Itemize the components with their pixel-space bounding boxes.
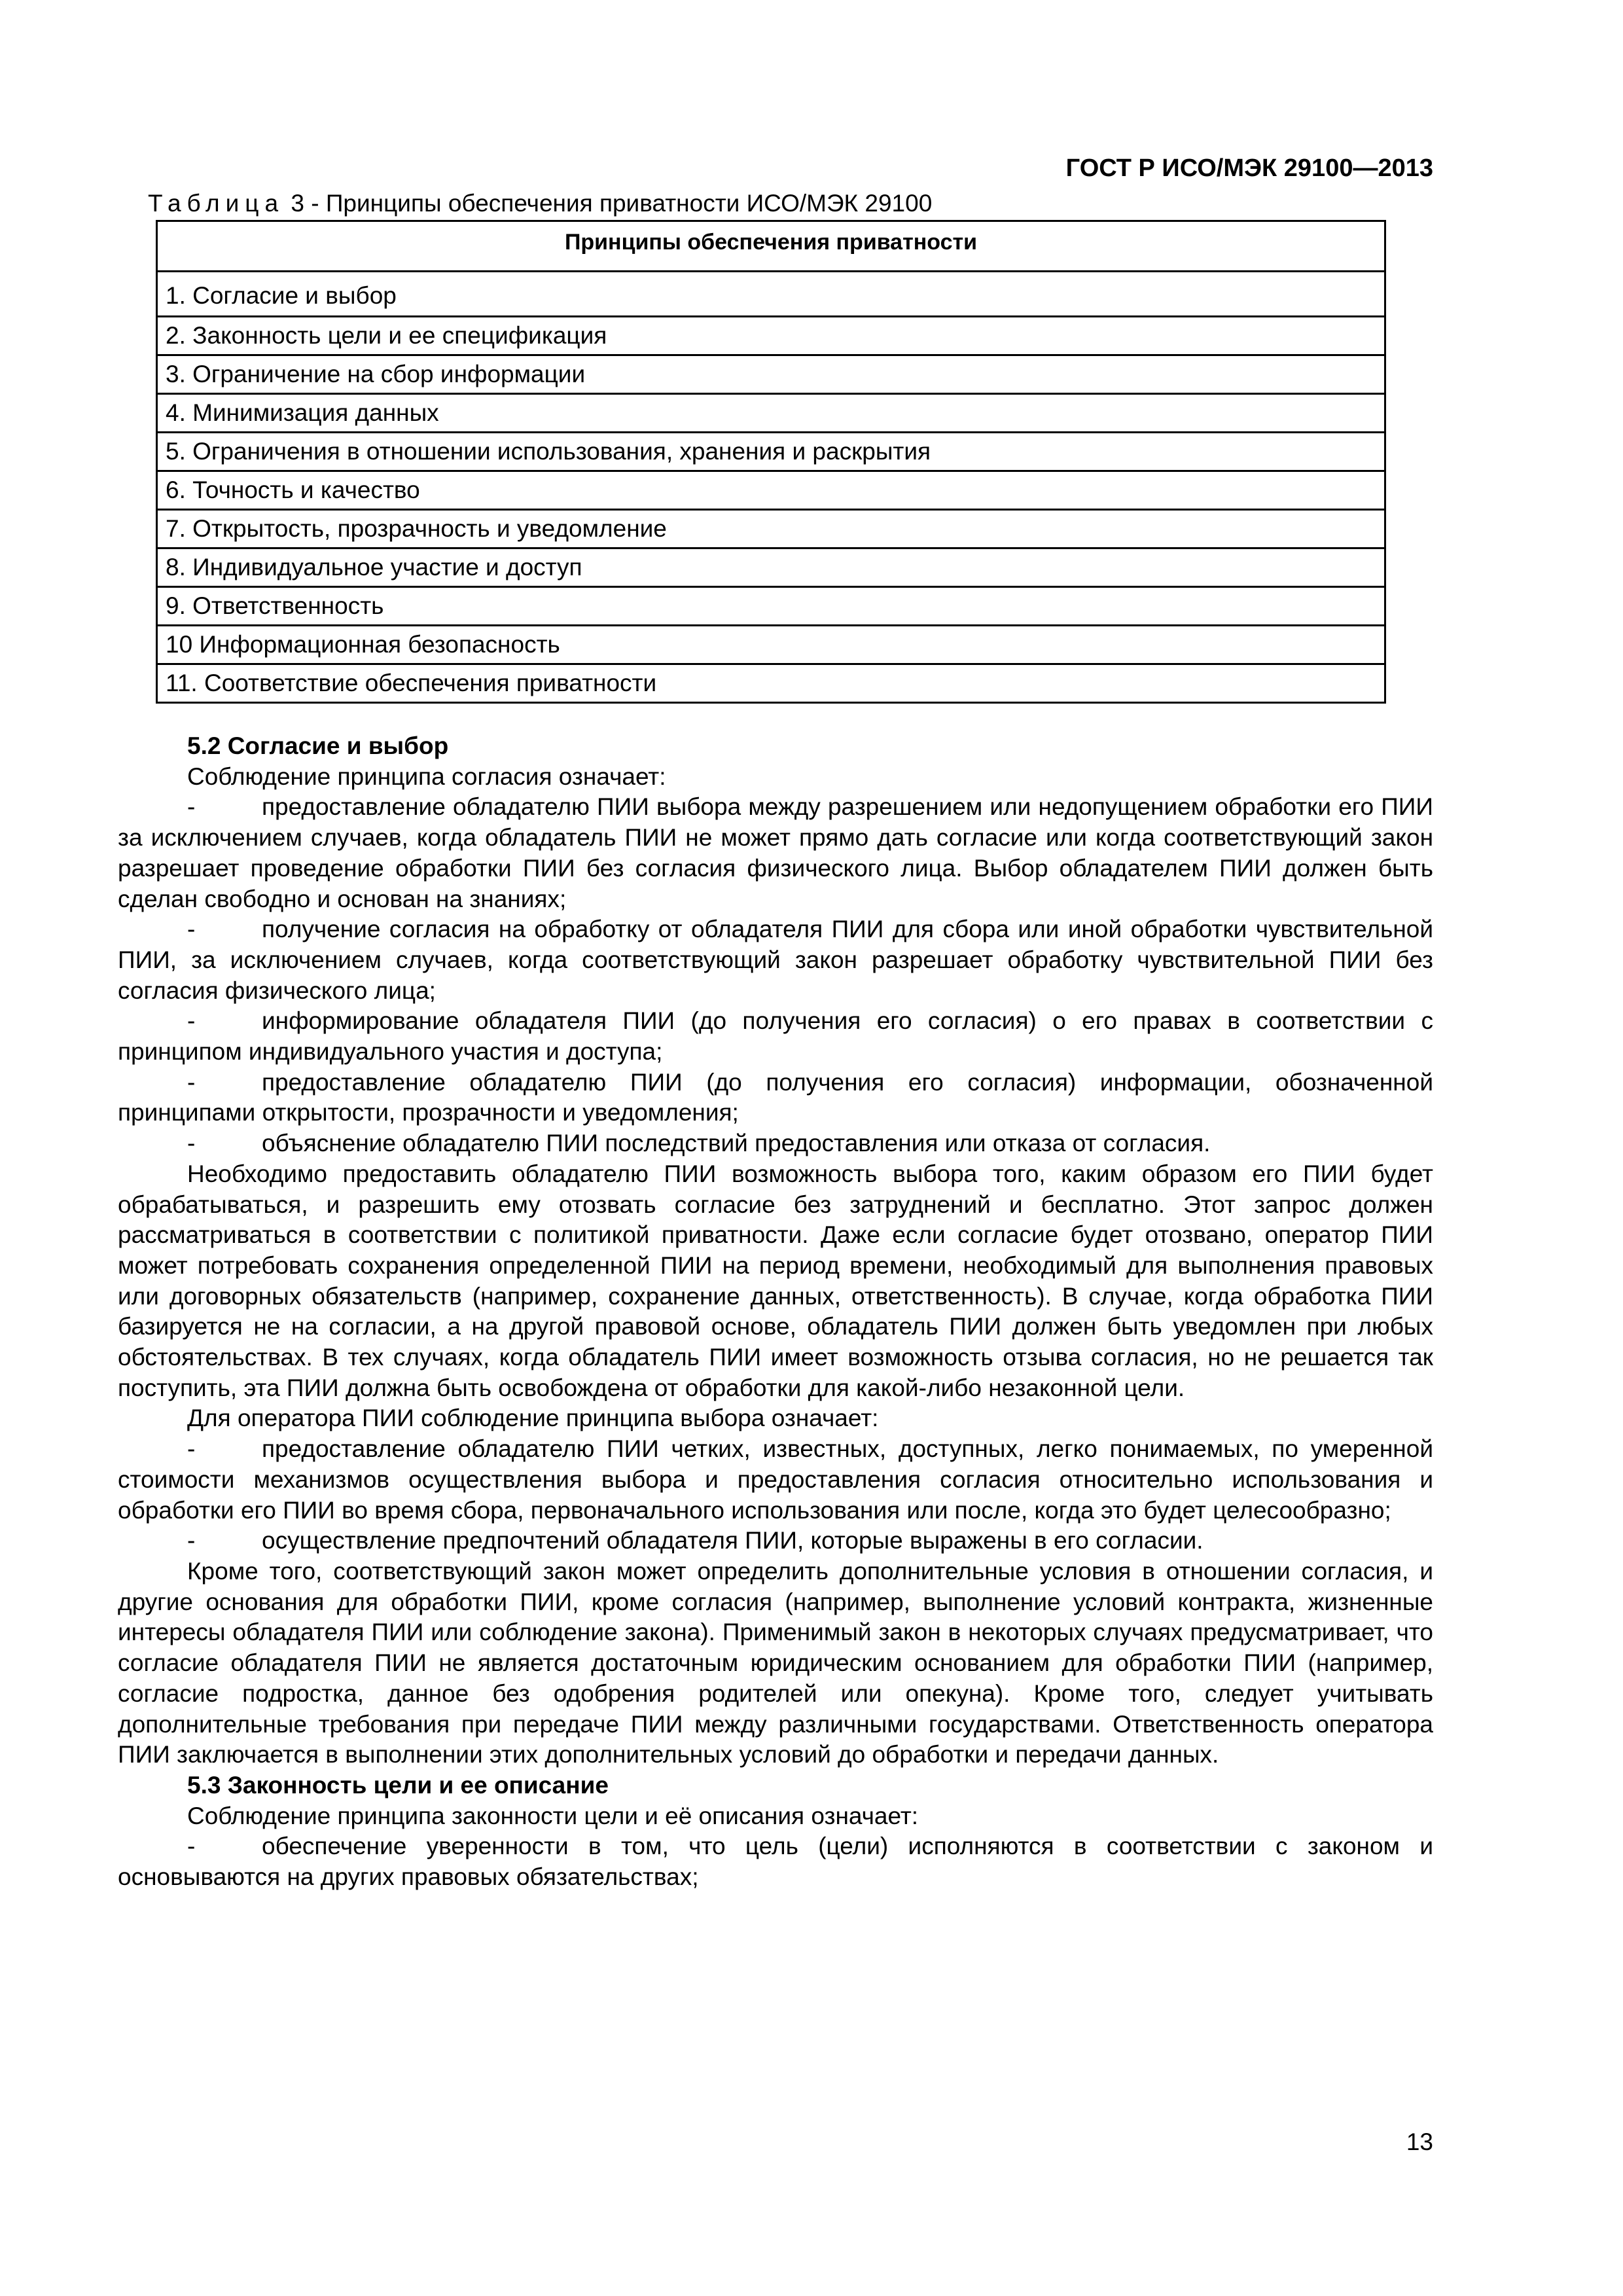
principles-table — [156, 220, 1386, 704]
table-caption-word: Таблица — [148, 190, 285, 217]
document-page — [118, 152, 1433, 1893]
table-row: 7. Открытость, прозрачность и уведомление — [157, 510, 1385, 548]
paragraph: Необходимо предоставить обладателю ПИИ возможность выбора того, каким образом его ПИИ будет обрабатываться, и разрешить ему отозвать согласие без затруднений и бесплатно. Этот запрос должен рассматриваться в соответствии с политикой приватности. Даже если согласие будет отозвано, оператор ПИИ может потребовать сохранения определенной ПИИ на период времени, необходимый для выполнения правовых или договорных обязательств (например, сохранение данных, ответственность). В случае, когда обработка ПИИ базируется не на согласии, а на другой правовой основе, обладатель ПИИ должен быть уведомлен при любых обстоятельствах. В тех случаях, когда обладатель ПИИ имеет возможность отзыва согласия, но не решается так поступить, эта ПИИ должна быть освобождена от обработки для какой-либо незаконной цели. — [118, 1160, 1433, 1401]
list-item-text: предоставление обладателю ПИИ выбора между разрешением или недопущением обработки его ПИИ за исключением случаев, когда обладатель ПИИ не может прямо дать согласие или когда соответствующий закон разрешает проведение обработки ПИИ без согласия физического лица. Выбор обладателем ПИИ должен быть сделан свободно и основан на знаниях; — [118, 793, 1433, 912]
paragraph: Кроме того, соответствующий закон может определить дополнительные условия в отношении согласия, и другие основания для обработки ПИИ, кроме согласия (например, выполнение условий контракта, жизненные интересы обладателя ПИИ или соблюдение закона). Применимый закон в некоторых случаях предусматривает, что согласие обладателя ПИИ не является достаточным юридическим основанием для обработки ПИИ (например, согласие подростка, данное без одобрения родителей или опекуна). Кроме того, следует учитывать дополнительные требования при передаче ПИИ между различными государствами. Ответственность оператора ПИИ заключается в выполнении этих дополнительных условий до обработки и передачи данных. — [118, 1557, 1433, 1768]
list-dash: - — [187, 1068, 196, 1096]
page-number: 13 — [1406, 2128, 1433, 2155]
standard-header: ГОСТ Р ИСО/МЭК 29100—2013 — [1065, 154, 1433, 182]
table-row: 6. Точность и качество — [157, 471, 1385, 510]
list-dash: - — [187, 793, 196, 821]
list-item-text: информирование обладателя ПИИ (до получения его согласия) о его правах в соответствии с принципом индивидуального участия и доступа; — [118, 1007, 1433, 1066]
table-column-header: Принципы обеспечения приватности — [157, 221, 1385, 272]
list-item — [118, 792, 1433, 914]
list-dash: - — [187, 1435, 196, 1463]
paragraph: Соблюдение принципа согласия означает: — [187, 762, 666, 790]
list-item-text: предоставление обладателю ПИИ (до получения его согласия) информации, обозначенной принципами открытости, прозрачности и уведомления; — [118, 1068, 1433, 1126]
section-heading: 5.2 Согласие и выбор — [187, 732, 449, 759]
list-item — [118, 1128, 1433, 1159]
list-item — [118, 1434, 1433, 1526]
list-item-text: осуществление предпочтений обладателя ПИИ, которые выражены в его согласии. — [262, 1527, 1204, 1554]
list-item — [118, 914, 1433, 1006]
list-item — [118, 1067, 1433, 1128]
list-dash: - — [187, 916, 196, 943]
table-row: 2. Законность цели и ее спецификация — [157, 317, 1385, 355]
list-item-text: объяснение обладателю ПИИ последствий предоставления или отказа от согласия. — [262, 1130, 1211, 1157]
table-row: 10 Информационная безопасность — [157, 626, 1385, 664]
table-row: 9. Ответственность — [157, 587, 1385, 626]
list-item — [118, 1831, 1433, 1892]
body-text — [118, 731, 1433, 1893]
list-dash: - — [187, 1007, 196, 1035]
list-item — [118, 1006, 1433, 1067]
paragraph: Для оператора ПИИ соблюдение принципа выбора означает: — [187, 1405, 879, 1432]
table-row: 3. Ограничение на сбор информации — [157, 355, 1385, 394]
table-row: 5. Ограничения в отношении использования, хранения и раскрытия — [157, 433, 1385, 471]
table-row: 11. Соответствие обеспечения приватности — [157, 664, 1385, 703]
table-caption-title: 3 - Принципы обеспечения приватности ИСО/МЭК 29100 — [284, 190, 933, 217]
list-item-text: предоставление обладателю ПИИ четких, известных, доступных, легко понимаемых, по умеренной стоимости механизмов осуществления выбора и предоставления согласия относительно использования и обработки его ПИИ во время сбора, первоначального использования или после, когда это будет целесообразно; — [118, 1435, 1433, 1524]
paragraph: Соблюдение принципа законности цели и её описания означает: — [187, 1802, 919, 1829]
list-item — [118, 1526, 1433, 1556]
list-dash: - — [187, 1527, 196, 1554]
list-item-text: обеспечение уверенности в том, что цель (цели) исполняются в соответствии с законом и основываются на других правовых обязательствах; — [118, 1833, 1433, 1891]
table-row: 1. Согласие и выбор — [157, 272, 1385, 317]
section-heading: 5.3 Законность цели и ее описание — [187, 1771, 609, 1799]
table-row: 8. Индивидуальное участие и доступ — [157, 548, 1385, 587]
list-item-text: получение согласия на обработку от обладателя ПИИ для сбора или иной обработки чувствительной ПИИ, за исключением случаев, когда соответствующий закон разрешает обработку чувствительной ПИИ без согласия физического лица; — [118, 916, 1433, 1004]
table-caption — [148, 188, 1433, 220]
list-dash: - — [187, 1833, 196, 1860]
list-dash: - — [187, 1130, 196, 1157]
table-row: 4. Минимизация данных — [157, 394, 1385, 433]
